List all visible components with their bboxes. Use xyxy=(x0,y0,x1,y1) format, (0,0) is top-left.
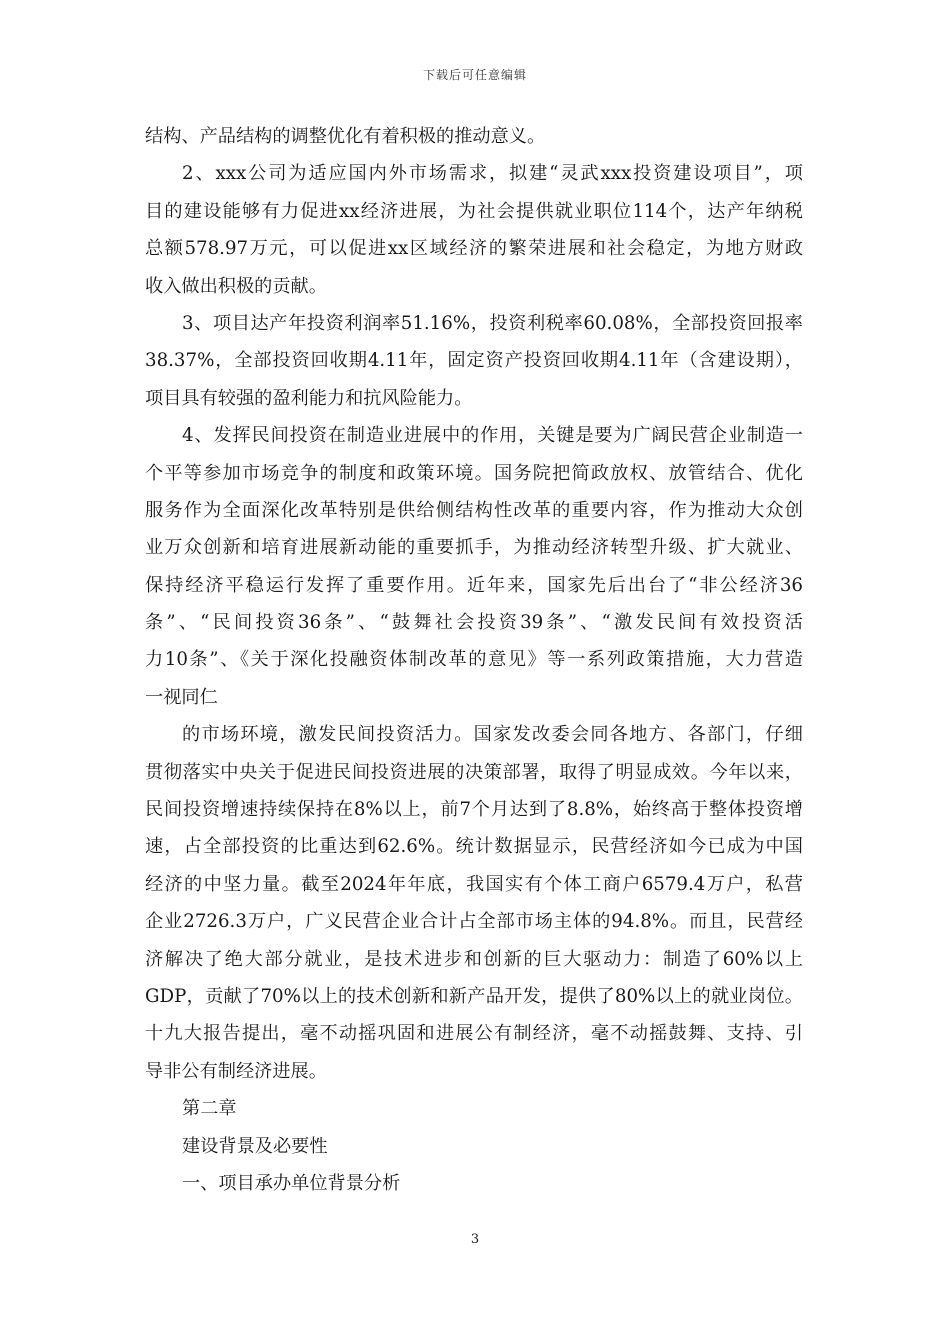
text-line: 济解决了绝大部分就业，是技术进步和创新的巨大驱动力：制造了60%以上 xyxy=(145,948,803,970)
text-line: 业万众创新和培育进展新动能的重要抓手，为推动经济转型升级、扩大就业、 xyxy=(145,537,803,559)
text-line: 的市场环境，激发民间投资活力。国家发改委会同各地方、各部门，仔细 xyxy=(182,724,803,746)
text-line: 贯彻落实中央关于促进民间投资进展的决策部署，取得了明显成效。今年以来， xyxy=(145,761,803,783)
text-line: 经济的中坚力量。截至2024年年底，我国实有个体工商户6579.4万户，私营 xyxy=(145,873,803,895)
text-line: 一、项目承办单位背景分析 xyxy=(182,1172,401,1194)
text-line: 服务作为全面深化改革特别是供给侧结构性改革的重要内容，作为推动大众创 xyxy=(145,499,803,521)
text-line: 3、项目达产年投资利润率51.16%，投资利税率60.08%，全部投资回报率 xyxy=(182,312,803,334)
text-line: 结构、产品结构的调整优化有着积极的推动意义。 xyxy=(145,126,546,147)
text-line: 导非公有制经济进展。 xyxy=(145,1060,327,1082)
text-line: 个平等参加市场竞争的制度和政策环境。国务院把简政放权、放管结合、优化 xyxy=(145,462,803,484)
text-line: 力10条”、《关于深化投融资体制改革的意见》等一系列政策措施，大力营造 xyxy=(145,649,803,671)
text-line: 2、xxx公司为适应国内外市场需求，拟建“灵武xxx投资建设项目”，项 xyxy=(182,163,803,185)
text-line: 保持经济平稳运行发挥了重要作用。近年来，国家先后出台了“非公经济36 xyxy=(145,574,803,596)
text-line: 建设背景及必要性 xyxy=(182,1135,328,1157)
page-number: 3 xyxy=(470,1232,480,1247)
text-line: 民间投资增速持续保持在8%以上，前7个月达到了8.8%，始终高于整体投资增 xyxy=(145,799,803,821)
text-line: 目的建设能够有力促进xx经济进展，为社会提供就业职位114个，达产年纳税 xyxy=(145,200,803,222)
text-line: 企业2726.3万户，广义民营企业合计占全部市场主体的94.8%。而且，民营经 xyxy=(145,911,803,933)
text-line: 条”、“民间投资36条”、“鼓舞社会投资39条”、“激发民间有效投资活 xyxy=(145,612,803,634)
text-line: GDP，贡献了70%以上的技术创新和新产品开发，提供了80%以上的就业岗位。 xyxy=(145,985,803,1007)
page-header-note: 下载后可任意编辑 xyxy=(422,68,527,82)
text-line: 一视同仁 xyxy=(145,686,218,708)
text-line: 总额578.97万元，可以促进xx区域经济的繁荣进展和社会稳定，为地方财政 xyxy=(145,238,803,260)
text-line: 速，占全部投资的比重达到62.6%。统计数据显示，民营经济如今已成为中国 xyxy=(145,836,803,858)
text-line: 38.37%，全部投资回收期4.11年，固定资产投资回收期4.11年（含建设期）， xyxy=(145,350,803,372)
document-body xyxy=(145,118,803,1202)
text-line: 4、发挥民间投资在制造业进展中的作用，关键是要为广阔民营企业制造一 xyxy=(182,425,803,447)
text-line: 十九大报告提出，毫不动摇巩固和进展公有制经济，毫不动摇鼓舞、支持、引 xyxy=(145,1023,803,1045)
text-line: 第二章 xyxy=(182,1098,237,1120)
text-line: 收入做出积极的贡献。 xyxy=(145,275,327,297)
text-line: 项目具有较强的盈利能力和抗风险能力。 xyxy=(145,387,473,409)
